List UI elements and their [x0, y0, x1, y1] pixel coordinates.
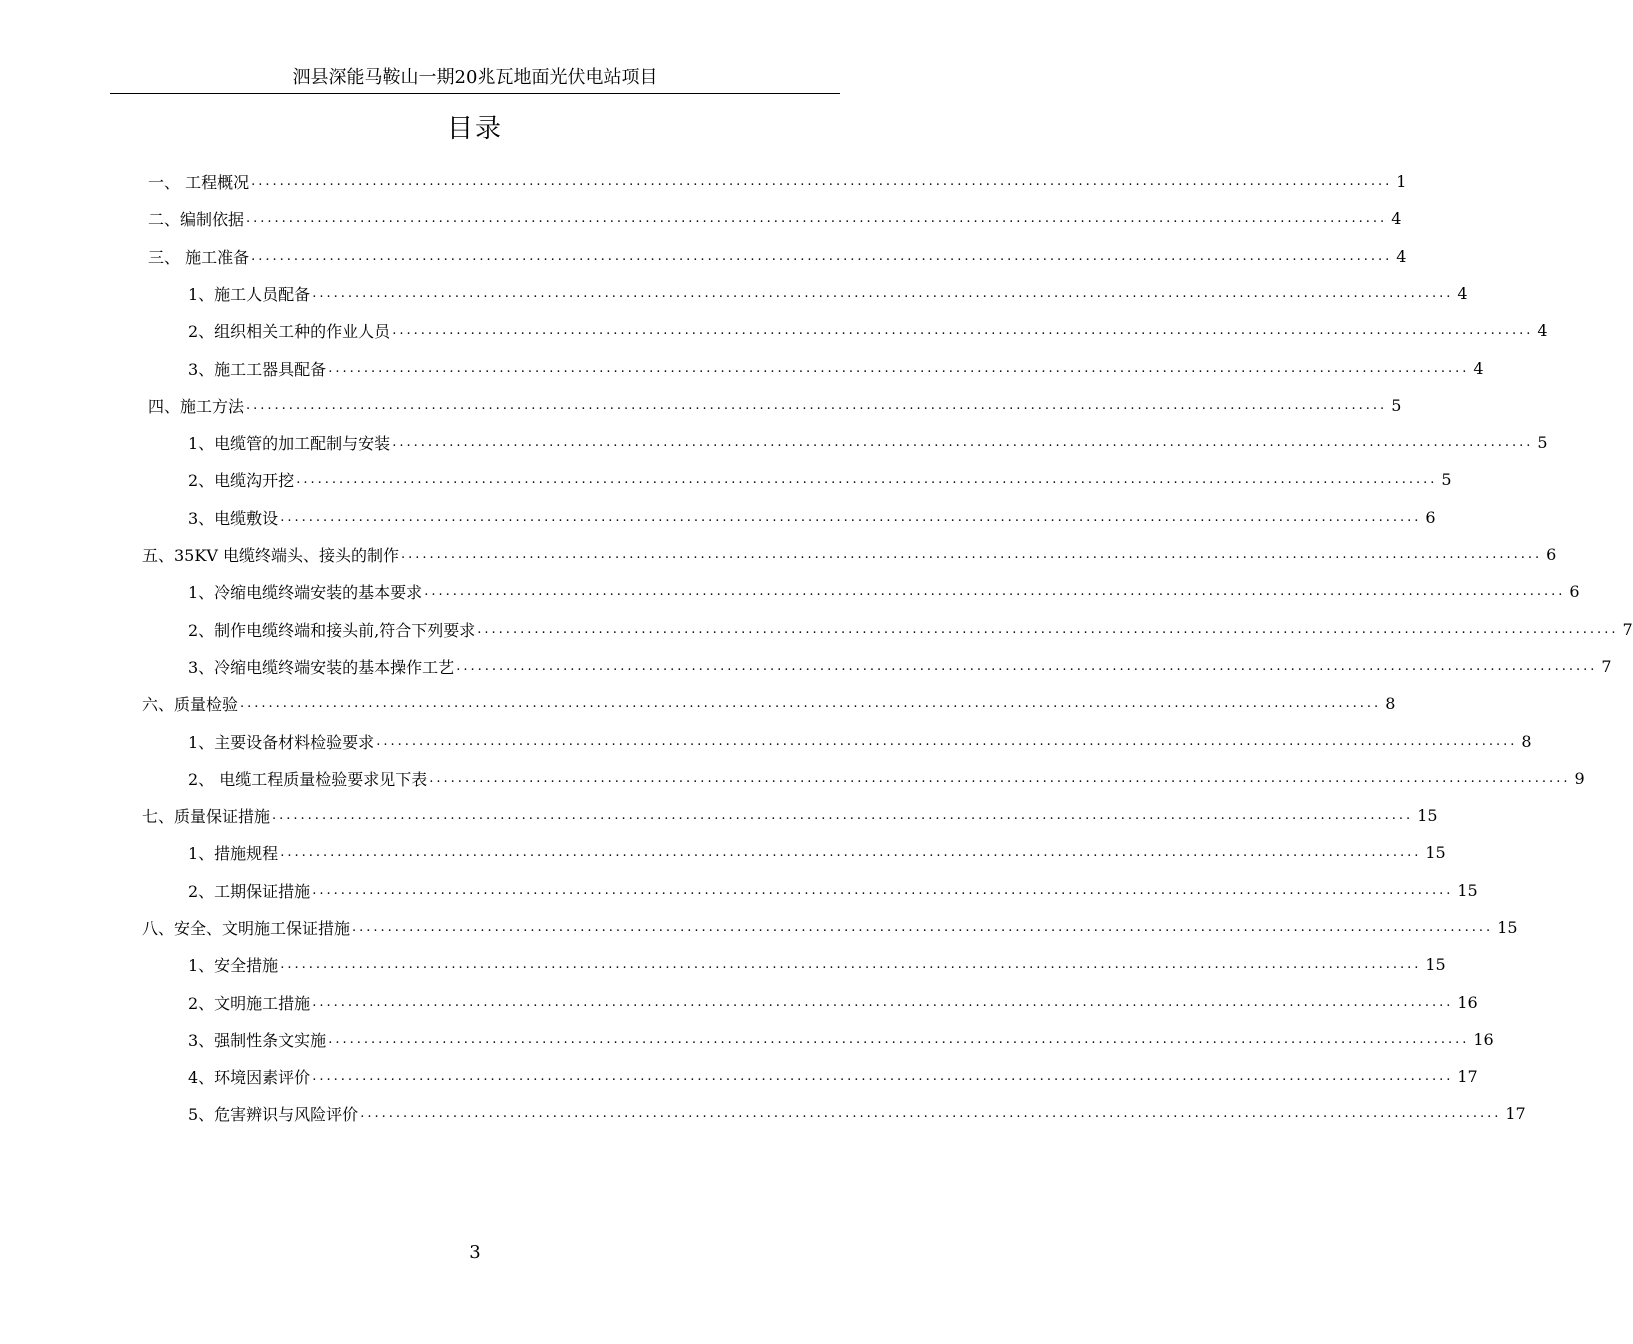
toc-entry-page: 1: [1396, 172, 1407, 191]
toc-entry-page: 15: [1457, 881, 1478, 900]
toc-leader-dots: ................................................................................................................................................................: [312, 1069, 1454, 1084]
toc-entry-page: 7: [1601, 657, 1612, 676]
toc-entry[interactable]: [188, 984, 1478, 1021]
toc-entry[interactable]: [188, 1021, 1494, 1058]
toc-entry-page: 6: [1425, 508, 1436, 527]
toc-leader-dots: ................................................................................................................................................................: [328, 361, 1470, 376]
toc-leader-dots: ................................................................................................................................................................: [360, 1106, 1502, 1121]
toc-leader-dots: ................................................................................................................................................................: [296, 472, 1438, 487]
toc-leader-dots: ................................................................................................................................................................: [280, 510, 1422, 525]
toc-leader-dots: ................................................................................................................................................................: [246, 211, 1388, 226]
toc-entry-page: 4: [1473, 359, 1484, 378]
toc-entry-label: 2、文明施工措施: [188, 994, 311, 1013]
toc-entry-label: 4、环境因素评价: [188, 1068, 311, 1087]
toc-entry-page: 15: [1417, 806, 1438, 825]
toc-entry-page: 4: [1396, 247, 1407, 266]
toc-leader-dots: ................................................................................................................................................................: [429, 771, 1571, 786]
toc-entry[interactable]: [188, 834, 1446, 871]
toc-entry[interactable]: [188, 461, 1452, 498]
toc-entry-label: 5、危害辨识与风险评价: [188, 1105, 359, 1124]
toc-entry-page: 15: [1425, 955, 1446, 974]
toc-leader-dots: ................................................................................................................................................................: [328, 1032, 1470, 1047]
toc-entry-page: 16: [1457, 993, 1478, 1012]
toc-entry-page: 4: [1457, 284, 1468, 303]
toc-leader-dots: ................................................................................................................................................................: [272, 808, 1414, 823]
running-header: 泗县深能马鞍山一期20兆瓦地面光伏电站项目: [292, 67, 658, 88]
toc-entry[interactable]: [188, 723, 1532, 760]
toc-entry[interactable]: [188, 424, 1548, 461]
toc-leader-dots: ................................................................................................................................................................: [312, 883, 1454, 898]
toc-entry-page: 8: [1521, 732, 1532, 751]
toc-entry-label: 一、 工程概况: [148, 173, 250, 192]
toc-entry-page: 5: [1391, 396, 1402, 415]
toc-entry-page: 15: [1497, 918, 1518, 937]
toc-leader-dots: ................................................................................................................................................................: [246, 398, 1388, 413]
page-number: 3: [469, 1242, 481, 1263]
toc-entry-page: 17: [1505, 1104, 1526, 1123]
toc-entry[interactable]: [188, 312, 1548, 349]
toc-entry-label: 四、施工方法: [148, 397, 245, 416]
toc-leader-dots: ................................................................................................................................................................: [251, 174, 1393, 189]
toc-leader-dots: ................................................................................................................................................................: [392, 435, 1534, 450]
toc-entry-page: 17: [1457, 1067, 1478, 1086]
header-rule: [110, 93, 840, 94]
toc-leader-dots: ................................................................................................................................................................: [392, 323, 1534, 338]
toc-entry[interactable]: [188, 499, 1436, 536]
toc-leader-dots: ................................................................................................................................................................: [312, 286, 1454, 301]
toc-entry[interactable]: [142, 536, 1557, 573]
toc-entry-page: 9: [1574, 769, 1585, 788]
toc-entry-page: 8: [1385, 694, 1396, 713]
toc-leader-dots: ................................................................................................................................................................: [280, 957, 1422, 972]
toc-entry-label: 六、质量检验: [142, 695, 239, 714]
toc-entry-label: 1、施工人员配备: [188, 285, 311, 304]
toc-leader-dots: ................................................................................................................................................................: [240, 696, 1382, 711]
toc-entry[interactable]: [188, 760, 1585, 797]
toc-entry[interactable]: [148, 238, 1407, 275]
toc-entry-label: 3、强制性条文实施: [188, 1031, 327, 1050]
toc-entry-label: 五、35KV 电缆终端头、接头的制作: [142, 546, 399, 565]
toc-entry-label: 二、编制依据: [148, 210, 245, 229]
toc-entry-label: 三、 施工准备: [148, 248, 250, 267]
toc-entry[interactable]: [188, 1058, 1478, 1095]
toc-entry[interactable]: [188, 1095, 1526, 1132]
toc-entry-label: 2、电缆沟开挖: [188, 471, 295, 490]
toc-entry-label: 2、制作电缆终端和接头前,符合下列要求: [188, 621, 476, 640]
toc-entry[interactable]: [188, 275, 1468, 312]
toc-entry[interactable]: [188, 946, 1446, 983]
toc-entry-page: 7: [1622, 620, 1633, 639]
toc-entry-label: 1、主要设备材料检验要求: [188, 733, 375, 752]
toc-entry[interactable]: [142, 685, 1396, 722]
toc-entry-page: 16: [1473, 1030, 1494, 1049]
toc-entry[interactable]: [148, 387, 1402, 424]
toc-entry-page: 5: [1441, 470, 1452, 489]
toc-entry[interactable]: [148, 163, 1407, 200]
toc-entry[interactable]: [188, 350, 1484, 387]
toc-leader-dots: ................................................................................................................................................................: [400, 547, 1543, 562]
toc-leader-dots: ................................................................................................................................................................: [376, 734, 1518, 749]
toc-entry-label: 八、安全、文明施工保证措施: [142, 919, 351, 938]
toc-entry-label: 3、冷缩电缆终端安装的基本操作工艺: [188, 658, 455, 677]
toc-entry-label: 1、措施规程: [188, 844, 279, 863]
toc-entry[interactable]: [188, 872, 1478, 909]
toc-entry-label: 七、质量保证措施: [142, 807, 271, 826]
toc-entry[interactable]: [188, 611, 1633, 648]
toc-entry-label: 2、 电缆工程质量检验要求见下表: [188, 770, 428, 789]
toc-entry-label: 3、电缆敷设: [188, 509, 279, 528]
toc-entry-label: 1、电缆管的加工配制与安装: [188, 434, 391, 453]
toc-entry-label: 1、安全措施: [188, 956, 279, 975]
toc-leader-dots: ................................................................................................................................................................: [477, 622, 1619, 637]
toc-entry-label: 3、施工工器具配备: [188, 360, 327, 379]
toc-entry-page: 15: [1425, 843, 1446, 862]
toc-leader-dots: ................................................................................................................................................................: [312, 995, 1454, 1010]
toc-entry-label: 2、组织相关工种的作业人员: [188, 322, 391, 341]
toc-entry-page: 4: [1537, 321, 1548, 340]
toc-entry-page: 5: [1537, 433, 1548, 452]
toc-entry-page: 4: [1391, 209, 1402, 228]
page-title: 目录: [446, 114, 503, 144]
toc-leader-dots: ................................................................................................................................................................: [424, 584, 1566, 599]
toc-entry-label: 1、冷缩电缆终端安装的基本要求: [188, 583, 423, 602]
toc-leader-dots: ................................................................................................................................................................: [280, 845, 1422, 860]
toc-entry[interactable]: [148, 200, 1402, 237]
toc-leader-dots: ................................................................................................................................................................: [352, 920, 1494, 935]
toc-leader-dots: ................................................................................................................................................................: [456, 659, 1598, 674]
toc-entry[interactable]: [188, 573, 1580, 610]
toc-entry[interactable]: [142, 909, 1518, 946]
toc-entry-label: 2、工期保证措施: [188, 882, 311, 901]
toc-entry-page: 6: [1569, 582, 1580, 601]
toc-leader-dots: ................................................................................................................................................................: [251, 249, 1393, 264]
toc-entry[interactable]: [188, 648, 1612, 685]
toc-entry-page: 6: [1546, 545, 1557, 564]
toc-entry[interactable]: [142, 797, 1438, 834]
